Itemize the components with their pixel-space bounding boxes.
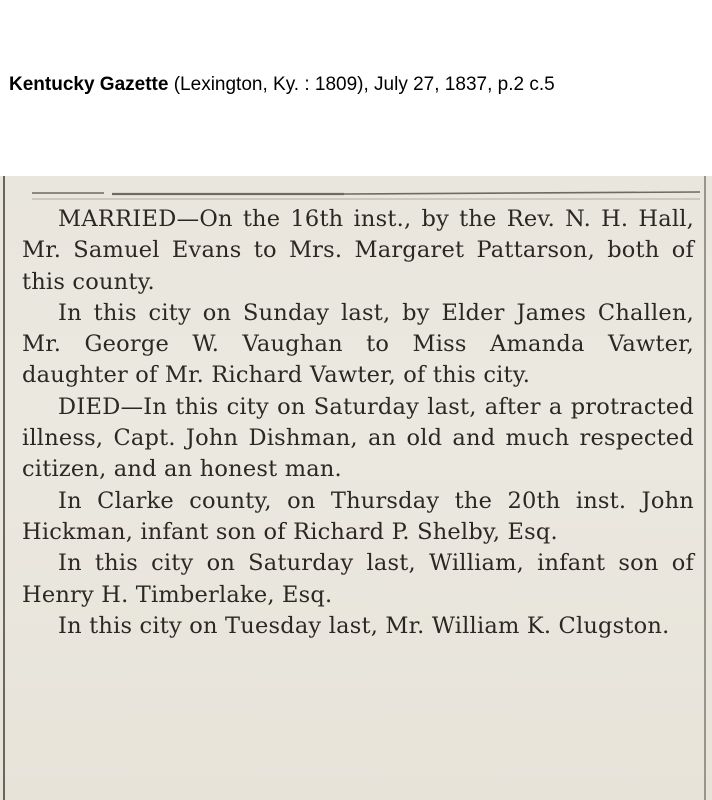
citation-details: (Lexington, Ky. : 1809), July 27, 1837, p.2 c.5 — [173, 74, 555, 95]
citation-line — [9, 72, 709, 98]
clipping-right-edge — [704, 176, 706, 800]
notice-paragraph — [22, 486, 694, 549]
notice-paragraph — [22, 298, 694, 392]
section-heading-died: DIED — [58, 393, 121, 420]
publication-title: Kentucky Gazette — [9, 74, 169, 95]
newspaper-clipping — [0, 176, 712, 800]
notice-paragraph — [22, 204, 694, 298]
notice-text: —In this city on Saturday last, after a protracted illness, Capt. John Dishman, an old and much respected citizen, and an honest man. — [22, 393, 694, 483]
notice-text: In Clarke county, on Thursday the 20th inst. John Hickman, infant son of Richard P. Shelby, Esq. — [22, 487, 694, 545]
notice-paragraph — [22, 392, 694, 486]
notice-text: In this city on Sunday last, by Elder James Challen, Mr. George W. Vaughan to Miss Amanda Vawter, daughter of Mr. Richard Vawter, of this city. — [22, 299, 694, 389]
notice-text: In this city on Tuesday last, Mr. William K. Clugston. — [58, 612, 670, 639]
clipping-left-edge — [3, 176, 5, 800]
notice-text: —On the 16th inst., by the Rev. N. H. Hall, Mr. Samuel Evans to Mrs. Margaret Pattarson, both of this county. — [22, 206, 694, 295]
notice-paragraph — [22, 548, 694, 611]
section-heading-married: MARRIED — [58, 206, 177, 232]
column-top-rule — [24, 184, 704, 206]
notice-text: In this city on Saturday last, William, infant son of Henry H. Timberlake, Esq. — [22, 550, 694, 608]
notice-paragraph — [22, 611, 694, 642]
marriage-death-notices — [22, 204, 694, 642]
